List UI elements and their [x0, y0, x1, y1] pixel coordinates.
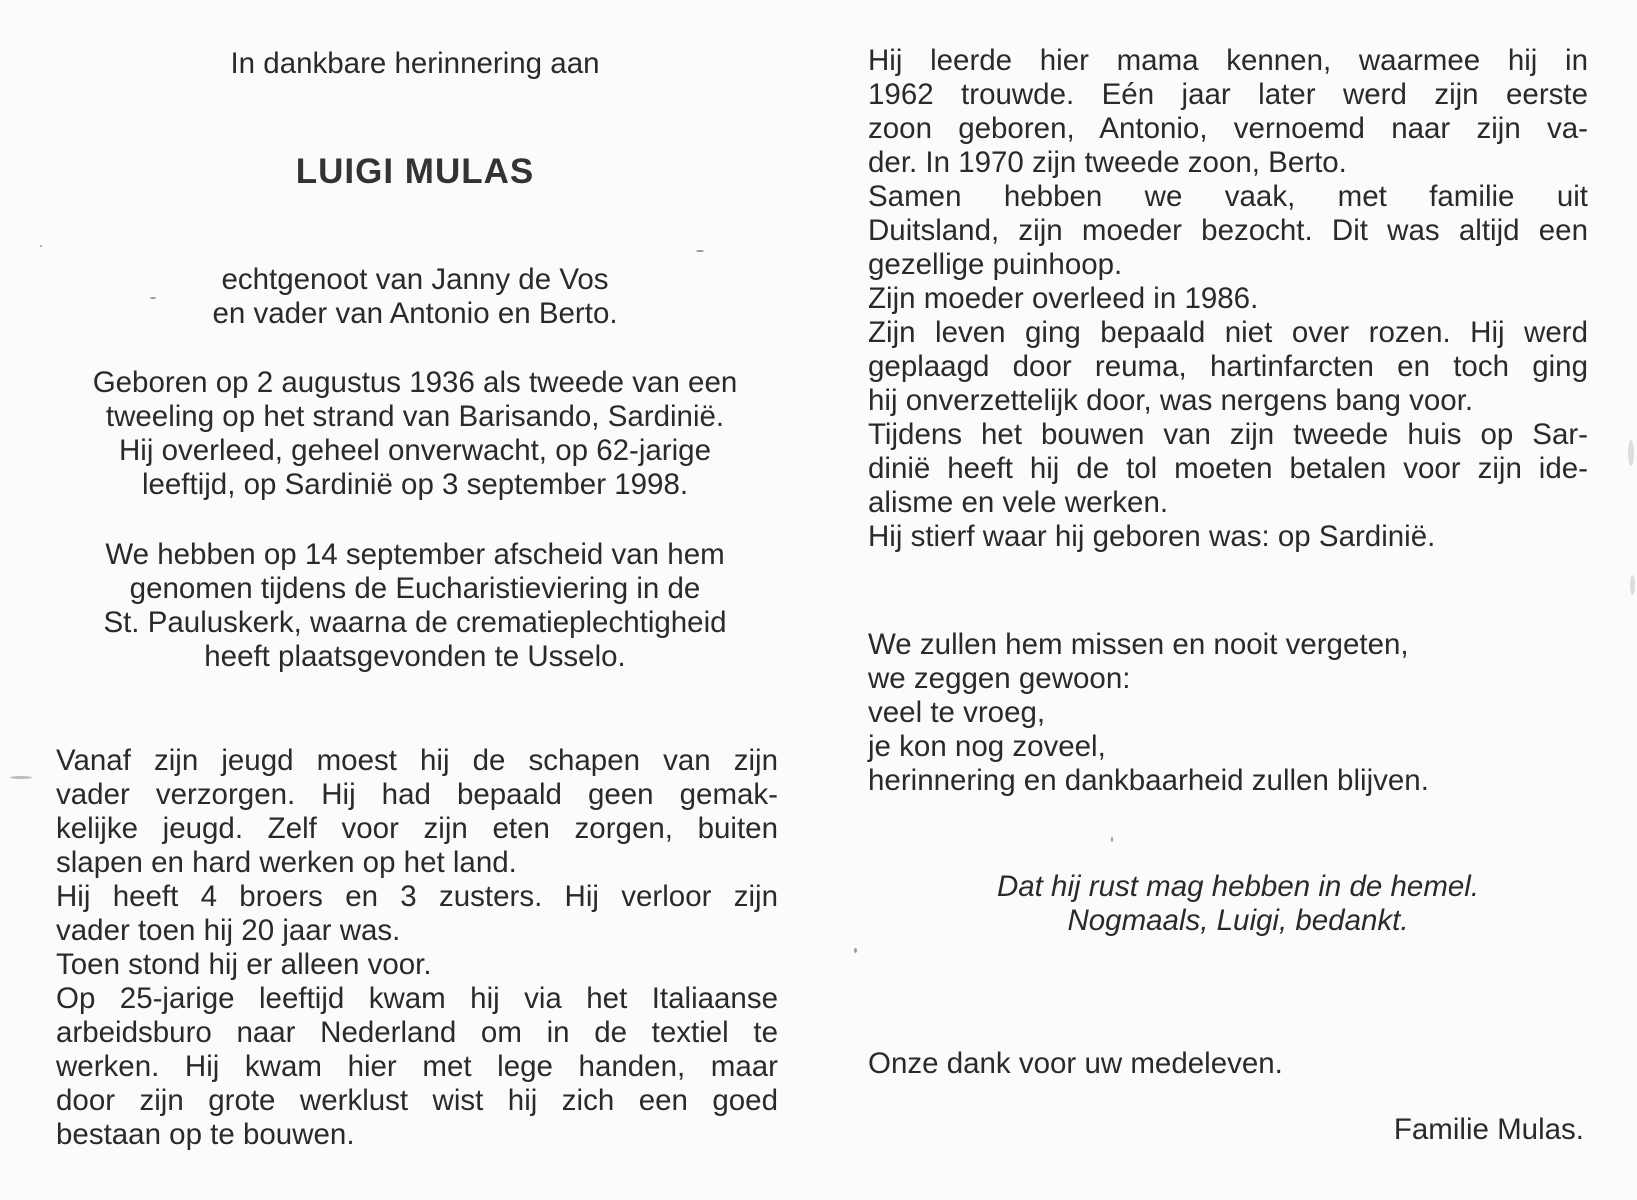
farewell-line: genomen tijdens de Eucharistieviering in de: [129, 572, 701, 605]
story-line: Duitsland, zijn moeder bezocht. Dit was altijd een: [868, 214, 1588, 247]
story-line: Zijn moeder overleed in 1986.: [868, 282, 1259, 315]
blessing-block: [948, 870, 1528, 938]
relation-block: [52, 263, 778, 331]
blessing-line: Dat hij rust mag hebben in de hemel.: [996, 870, 1480, 903]
story-line: door zijn grote werklust wist hij zich een goed: [56, 1084, 778, 1117]
poem-line: we zeggen gewoon:: [868, 662, 1131, 695]
birth-block: [52, 366, 778, 502]
story-line: dinië heeft hij de tol moeten betalen voor zijn ide-: [868, 452, 1588, 485]
poem-line: We zullen hem missen en nooit vergeten,: [868, 628, 1409, 661]
relation-line: en vader van Antonio en Berto.: [212, 297, 618, 330]
birth-line: Hij overleed, geheel onverwacht, op 62-jarige: [119, 434, 711, 467]
poem-block: [868, 628, 1588, 798]
story-line: Hij heeft 4 broers en 3 zusters. Hij verloor zijn: [56, 880, 778, 913]
story-line: zoon geboren, Antonio, vernoemd naar zijn va-: [868, 112, 1588, 145]
scan-speck: [1628, 440, 1634, 466]
scan-speck: [150, 297, 156, 299]
story-line: der. In 1970 zijn tweede zoon, Berto.: [868, 146, 1347, 179]
scan-speck: [10, 776, 32, 779]
scan-speck: [1111, 837, 1113, 842]
story-line: Tijdens het bouwen van zijn tweede huis op Sar-: [868, 418, 1588, 451]
life-story-right: [868, 44, 1588, 554]
poem-line: veel te vroeg,: [868, 696, 1046, 729]
birth-line: Geboren op 2 augustus 1936 als tweede van een: [92, 366, 738, 399]
story-line: bestaan op te bouwen.: [56, 1118, 355, 1151]
farewell-block: [52, 538, 778, 674]
story-line: geplaagd door reuma, hartinfarcten en toch ging: [868, 350, 1588, 383]
story-line: hij onverzettelijk door, was nergens bang voor.: [868, 384, 1474, 417]
farewell-line: We hebben op 14 september afscheid van hem: [105, 538, 725, 571]
story-line: gezellige puinhoop.: [868, 248, 1123, 281]
story-line: vader toen hij 20 jaar was.: [56, 914, 401, 947]
farewell-line: heeft plaatsgevonden te Usselo.: [204, 640, 626, 673]
relation-line: echtgenoot van Janny de Vos: [221, 263, 609, 296]
story-line: arbeidsburo naar Nederland om in de textiel te: [56, 1016, 778, 1049]
deceased-name: LUIGI MULAS: [295, 152, 535, 191]
story-line: Zijn leven ging bepaald niet over rozen. Hij werd: [868, 316, 1588, 349]
story-line: Samen hebben we vaak, met familie uit: [868, 180, 1588, 213]
scan-speck: [696, 250, 704, 252]
scan-speck: [1630, 575, 1635, 595]
scan-speck: [854, 948, 857, 953]
blessing-line: Nogmaals, Luigi, bedankt.: [1067, 904, 1409, 937]
story-line: Op 25-jarige leeftijd kwam hij via het Italiaanse: [56, 982, 778, 1015]
story-line: werken. Hij kwam hier met lege handen, maar: [56, 1050, 778, 1083]
thanks-text: Onze dank voor uw medeleven.: [868, 1047, 1283, 1080]
intro-text: In dankbare herinnering aan: [230, 47, 600, 80]
life-story-left: [56, 744, 778, 1152]
birth-line: leeftijd, op Sardinië op 3 september 1998.: [141, 468, 689, 501]
story-line: Hij leerde hier mama kennen, waarmee hij in: [868, 44, 1588, 77]
poem-line: je kon nog zoveel,: [868, 730, 1106, 763]
story-line: slapen en hard werken op het land.: [56, 846, 517, 879]
story-line: 1962 trouwde. Eén jaar later werd zijn eerste: [868, 78, 1588, 111]
farewell-line: St. Pauluskerk, waarna de crematieplechtigheid: [103, 606, 727, 639]
poem-line: herinnering en dankbaarheid zullen blijven.: [868, 764, 1429, 797]
story-line: alisme en vele werken.: [868, 486, 1169, 519]
signature-text: Familie Mulas.: [1393, 1113, 1584, 1146]
story-line: Vanaf zijn jeugd moest hij de schapen van zijn: [56, 744, 778, 777]
story-line: vader verzorgen. Hij had bepaald geen gemak-: [56, 778, 778, 811]
birth-line: tweeling op het strand van Barisando, Sardinië.: [105, 400, 725, 433]
scan-speck: [40, 245, 42, 247]
story-line: Hij stierf waar hij geboren was: op Sardinië.: [868, 520, 1436, 553]
story-line: Toen stond hij er alleen voor.: [56, 948, 432, 981]
story-line: kelijke jeugd. Zelf voor zijn eten zorgen, buiten: [56, 812, 778, 845]
